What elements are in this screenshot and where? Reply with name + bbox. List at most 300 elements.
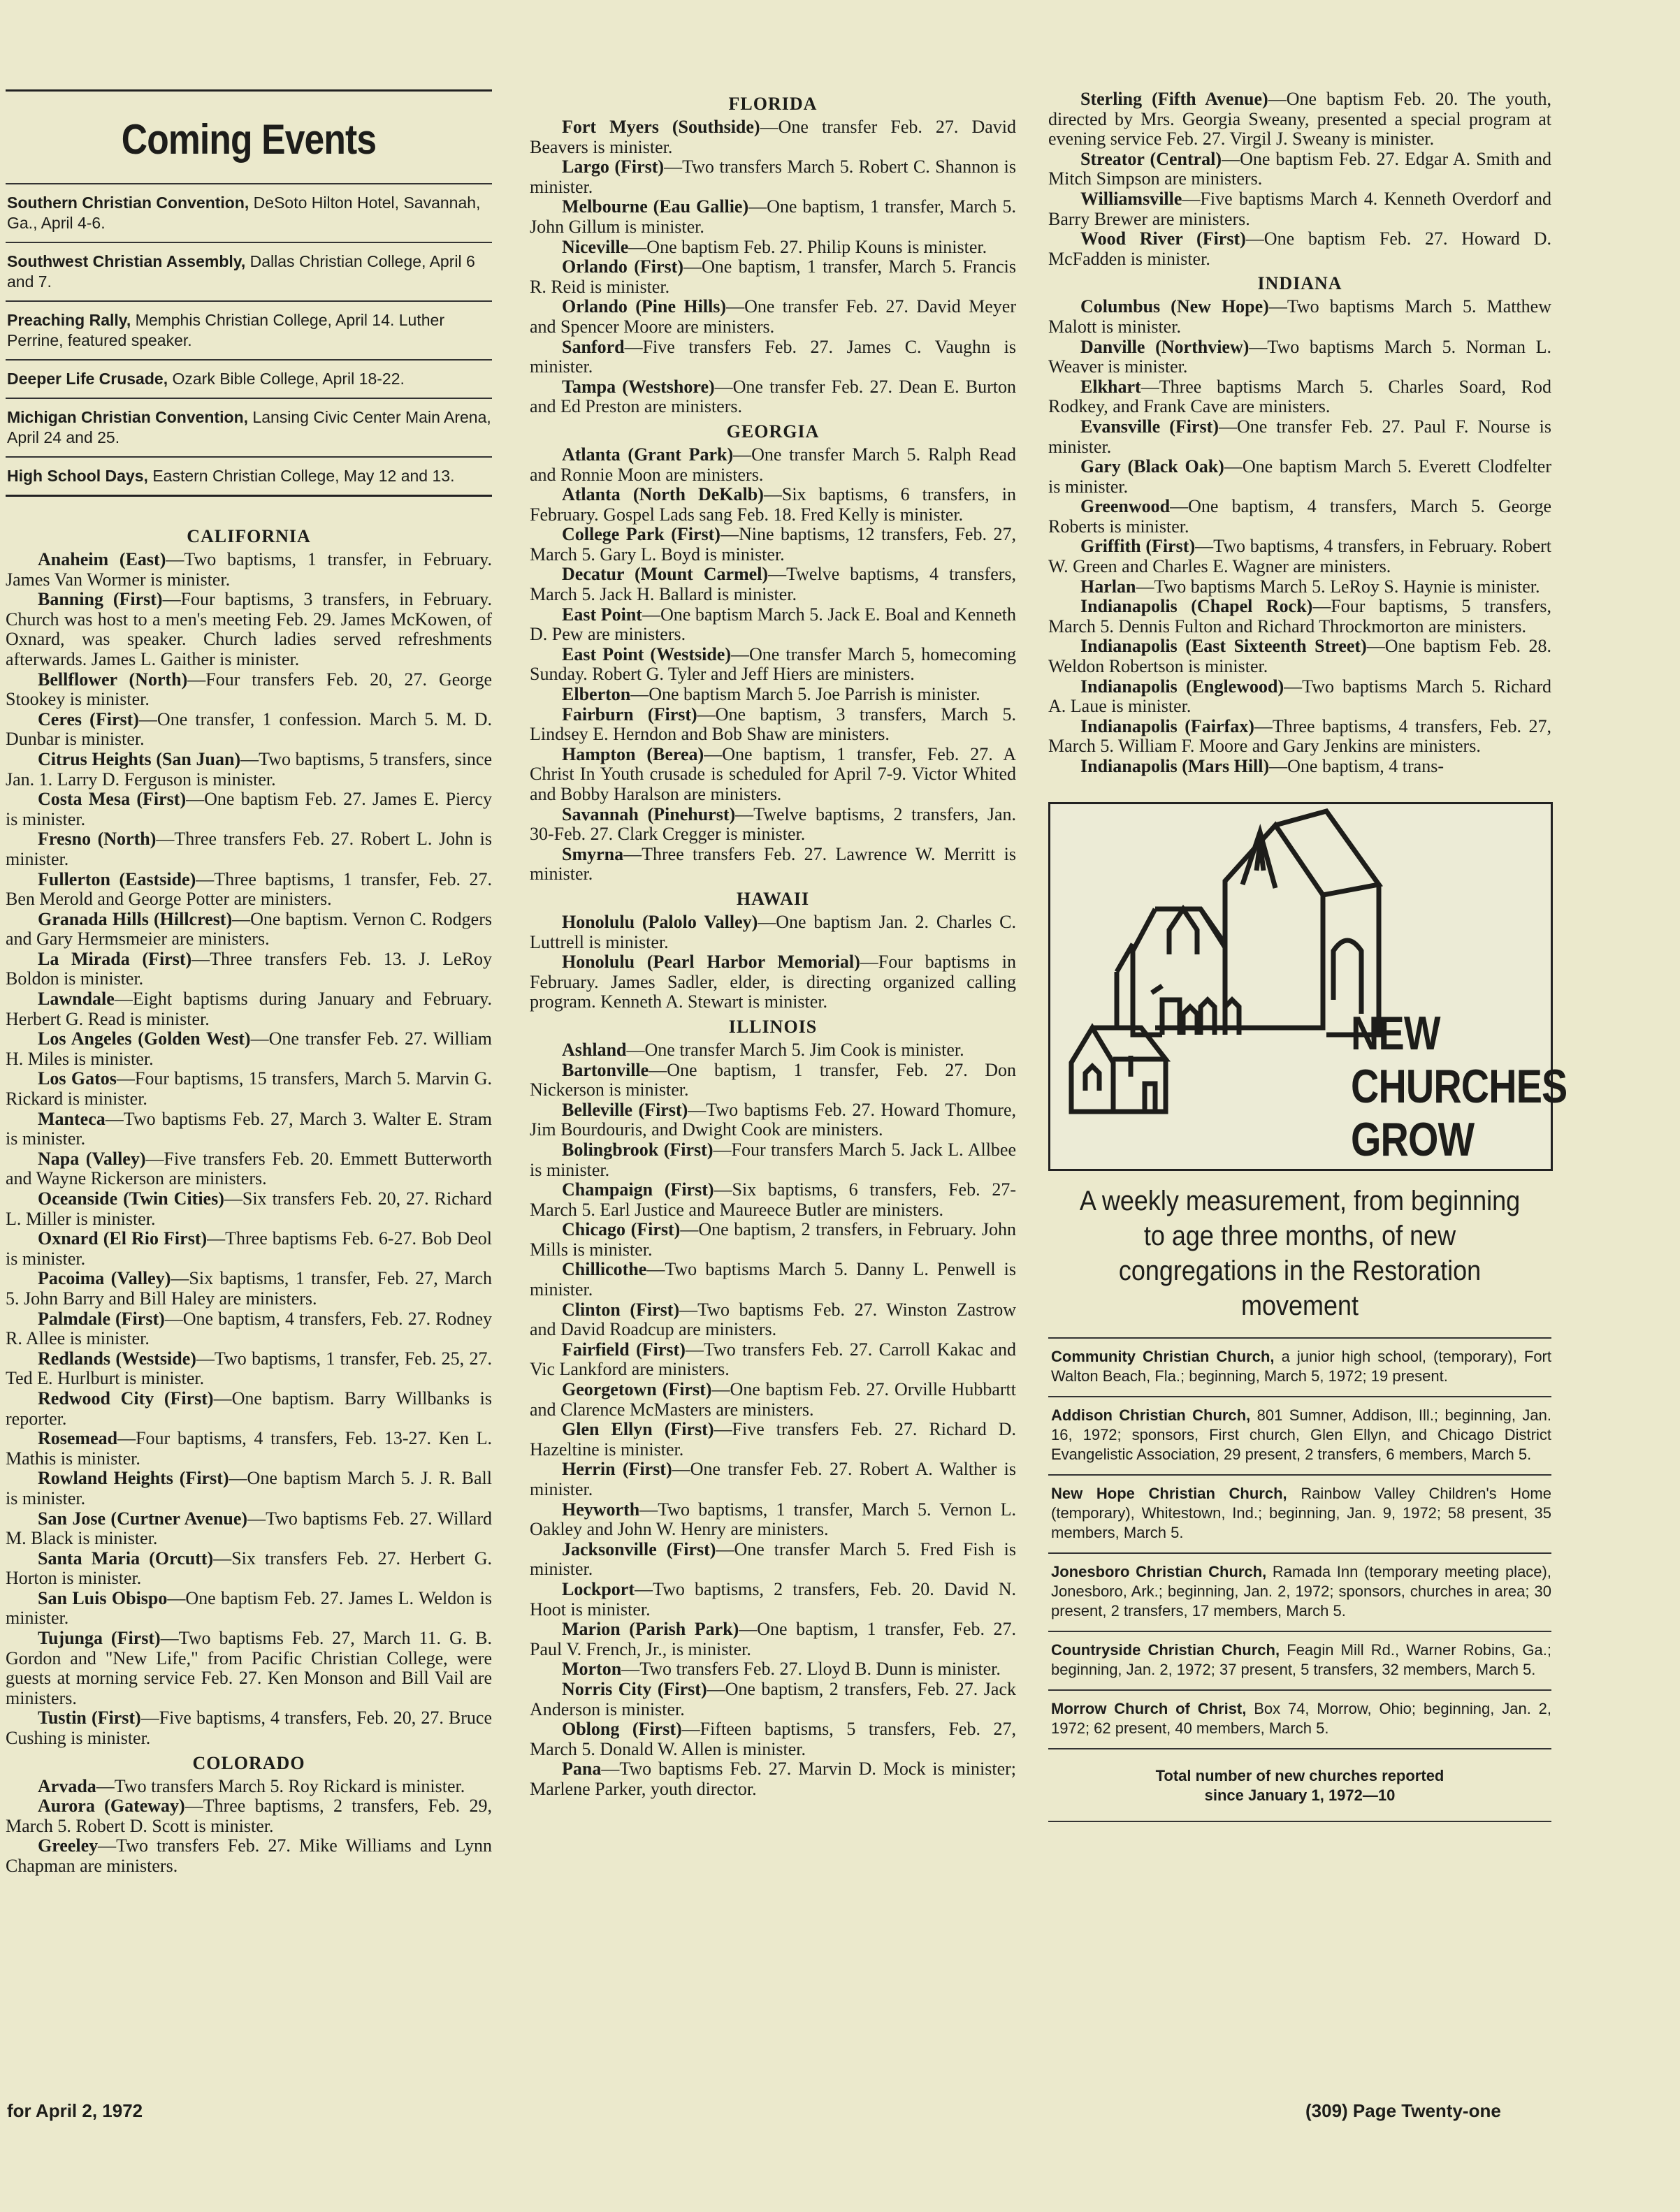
church-report-entry <box>530 377 1016 417</box>
church-report-text: —Four baptisms, 15 transfers, March 5. Marvin G. Rickard is minister. <box>6 1068 492 1109</box>
church-report-entry <box>530 1100 1016 1140</box>
logo-line-new: NEW <box>1351 1006 1440 1060</box>
church-report-entry <box>1048 189 1551 229</box>
church-report-text: —Two baptisms March 5. Richard A. Laue is minister. <box>1048 676 1551 717</box>
church-name: Bartonville <box>562 1059 649 1080</box>
church-report-text: —Two transfers March 5. Robert C. Shannon is minister. <box>530 157 1016 197</box>
new-churches-grow-logo <box>1048 802 1567 1171</box>
church-report-entry <box>1048 636 1551 676</box>
new-church-name: Countryside Christian Church, <box>1051 1640 1280 1659</box>
church-name: San Luis Obispo <box>38 1587 168 1608</box>
church-reports-left <box>6 526 492 1877</box>
church-name: Norris City (First) <box>562 1678 707 1699</box>
church-report-entry <box>1048 89 1551 150</box>
church-report-entry <box>6 710 492 750</box>
church-report-text: —One baptism, 2 transfers, Feb. 27. Jack Anderson is minister. <box>530 1678 1016 1719</box>
church-name: Aurora (Gateway) <box>38 1796 185 1817</box>
church-report-text: —One baptism Feb. 28. Weldon Robertson is minister. <box>1048 636 1551 677</box>
church-report-entry <box>530 1140 1016 1180</box>
church-report-entry <box>530 745 1016 805</box>
church-name: San Jose (Curtner Avenue) <box>38 1508 248 1529</box>
church-report-text: —Fifteen baptisms, 5 transfers, Feb. 27, March 5. Donald W. Allen is minister. <box>530 1719 1016 1759</box>
event-detail: Ozark Bible College, April 18-22. <box>172 370 405 388</box>
middle-column <box>530 89 1016 1800</box>
church-report-entry <box>530 1580 1016 1620</box>
right-column <box>1048 89 1567 1822</box>
church-report-text: —Four transfers March 5. Jack L. Allbee is minister. <box>530 1139 1016 1180</box>
church-report-text: —Five baptisms, 4 transfers, Feb. 20, 27. Bruce Cushing is minister. <box>6 1708 493 1749</box>
new-churches-tagline: A weekly measurement, from beginning to age three months, of new congregations in the Restoration movement <box>1079 1185 1521 1321</box>
coming-events-list <box>6 183 492 497</box>
event-detail: Lansing Civic Center Main Arena, April 24 and 25. <box>7 408 491 446</box>
church-report-entry <box>1048 717 1551 757</box>
church-report-text: —One transfer March 5. Jim Cook is minister. <box>626 1039 964 1060</box>
church-name: Manteca <box>38 1108 106 1129</box>
church-report-text: —One transfer, 1 confession. March 5. M. D. Dunbar is minister. <box>6 708 492 750</box>
church-name: Sanford <box>562 336 625 357</box>
church-report-entry <box>6 910 492 949</box>
church-name: Fairburn (First) <box>562 704 697 725</box>
church-report-text: —Two baptisms March 5. Matthew Malott is minister. <box>1048 296 1551 337</box>
church-report-entry <box>6 790 492 829</box>
coming-events-title: Coming Events <box>121 116 377 163</box>
church-report-entry <box>6 1469 492 1508</box>
church-report-entry <box>6 1836 492 1876</box>
church-name: Oblong (First) <box>562 1719 682 1740</box>
church-report-text: —Two baptisms, 4 transfers, in February. Robert W. Green and Charles E. Wagner are ministers. <box>1048 536 1551 577</box>
church-name: Pacoima (Valley) <box>38 1268 171 1289</box>
church-report-text: —One transfer Feb. 27. William H. Miles is minister. <box>6 1028 492 1069</box>
state-heading: CALIFORNIA <box>187 526 311 546</box>
church-report-text: —Three baptisms March 5. Charles Soard, Rod Rodkey, and Frank Cave are ministers. <box>1048 376 1551 417</box>
church-report-entry <box>6 1589 492 1629</box>
church-report-text: —One transfer Feb. 27. Dean E. Burton and Ed Preston are ministers. <box>530 376 1016 417</box>
church-report-text: —Twelve baptisms, 4 transfers, March 5. Jack H. Ballard is minister. <box>530 564 1017 605</box>
church-name: Ashland <box>562 1039 627 1060</box>
church-report-entry <box>530 565 1016 604</box>
church-report-text: —Two baptisms, 1 transfer, in February. James Van Wormer is minister. <box>6 549 492 590</box>
church-reports-middle <box>530 94 1016 1800</box>
church-report-text: —Two baptisms March 5. Danny L. Penwell is minister. <box>530 1259 1016 1300</box>
church-report-text: —Two baptisms, 1 transfer, March 5. Vernon L. Oakley and John W. Henry are ministers. <box>530 1499 1016 1540</box>
event-detail: Memphis Christian College, April 14. Luther Perrine, featured speaker. <box>7 311 444 349</box>
top-rule <box>6 89 492 92</box>
coming-event-item <box>6 300 492 359</box>
church-report-entry <box>530 1719 1016 1759</box>
church-name: Decatur (Mount Carmel) <box>562 564 769 585</box>
church-name: Belleville (First) <box>562 1099 688 1120</box>
church-report-entry <box>1048 537 1551 576</box>
church-name: Marion (Parish Park) <box>562 1619 739 1640</box>
church-name: Palmdale (First) <box>38 1308 165 1329</box>
church-name: Indianapolis (East Sixteenth Street) <box>1080 636 1367 657</box>
left-column <box>6 89 492 1877</box>
church-report-entry <box>6 550 492 590</box>
church-report-text: —Three baptisms, 4 transfers, Feb. 27, March 5. William F. Moore and Gary Jenkins are ministers. <box>1048 715 1551 757</box>
church-report-entry <box>530 1380 1016 1420</box>
church-report-entry <box>530 1260 1016 1300</box>
church-report-entry <box>6 670 492 710</box>
church-name: Fairfield (First) <box>562 1339 686 1360</box>
church-report-text: —Two baptisms Feb. 27, March 3. Walter E. Stram is minister. <box>6 1108 492 1149</box>
church-report-text: —One baptism Feb. 27. Philip Kouns is minister. <box>628 236 987 257</box>
new-church-details: Box 74, Morrow, Ohio; beginning, Jan. 2, 1972; 62 present, 40 members, March 5. <box>1051 1699 1551 1737</box>
church-report-entry <box>530 485 1016 525</box>
church-name: Redwood City (First) <box>38 1388 214 1409</box>
church-name: Indianapolis (Mars Hill) <box>1080 756 1270 776</box>
church-report-entry <box>530 337 1016 377</box>
church-name: Rosemead <box>38 1428 118 1449</box>
church-report-text: —Four baptisms in February. James Sadler, elder, is directing organized calling program. Kenneth A. Stewart is minister. <box>530 952 1016 1012</box>
church-report-entry <box>530 605 1016 645</box>
logo-line-grow: GROW <box>1351 1112 1475 1166</box>
church-report-entry <box>6 1796 492 1836</box>
church-name: Redlands (Westside) <box>38 1348 196 1369</box>
church-report-entry <box>6 1777 492 1797</box>
church-report-entry <box>6 750 492 790</box>
church-report-entry <box>6 1229 492 1269</box>
church-report-entry <box>1048 497 1551 537</box>
church-report-text: —One baptism, 1 transfer, Feb. 27. Don Nickerson is minister. <box>530 1059 1016 1100</box>
church-name: Harlan <box>1080 576 1136 597</box>
new-church-name: Morrow Church of Christ, <box>1051 1699 1247 1717</box>
new-church-details: 801 Sumner, Addison, Ill.; beginning, Jan. 16, 1972; sponsors, First church, Glen Ellyn, and Chicago District Evangelistic Association, 29 present, 2 transfers, 6 members, March 5. <box>1051 1406 1551 1463</box>
church-name: Largo (First) <box>562 157 665 177</box>
footer-date: for April 2, 1972 <box>7 2100 143 2121</box>
new-churches-list <box>1048 1337 1551 1748</box>
new-churches-total <box>1048 1748 1551 1822</box>
church-report-text: —Two baptisms Feb. 27. Howard Thomure, Jim Bourdouris, and Dwight Cook are ministers. <box>530 1099 1017 1140</box>
church-report-entry <box>6 1069 492 1109</box>
church-report-entry <box>530 1500 1016 1540</box>
church-report-text: —Nine baptisms, 12 transfers, Feb. 27, March 5. Gary L. Boyd is minister. <box>530 524 1016 565</box>
church-name: Wood River (First) <box>1080 228 1246 249</box>
church-report-text: —One transfer Feb. 27. Paul F. Nourse is minister. <box>1048 416 1551 457</box>
church-report-text: —Two baptisms Feb. 27. Winston Zastrow and David Roadcup are ministers. <box>530 1299 1016 1340</box>
church-report-entry <box>6 1349 492 1389</box>
state-heading: HAWAII <box>736 888 810 909</box>
church-name: Morton <box>562 1659 622 1680</box>
church-report-entry <box>6 949 492 989</box>
church-report-entry <box>6 1708 492 1748</box>
church-name: Santa Maria (Orcutt) <box>38 1548 214 1569</box>
church-name: Arvada <box>38 1775 96 1796</box>
church-report-text: —One baptism March 5. J. R. Ball is minister. <box>6 1468 492 1508</box>
church-name: Gary (Black Oak) <box>1080 456 1224 477</box>
church-report-entry <box>530 117 1016 157</box>
church-report-entry <box>6 1149 492 1189</box>
church-name: Tujunga (First) <box>38 1628 161 1649</box>
church-report-text: —One baptism Jan. 2. Charles C. Luttrell is minister. <box>530 911 1016 952</box>
church-report-entry <box>6 829 492 869</box>
church-report-text: —One baptism March 5. Joe Parrish is minister. <box>630 684 980 705</box>
church-name: Orlando (Pine Hills) <box>562 296 727 317</box>
church-name: Lockport <box>562 1578 635 1599</box>
church-name: Napa (Valley) <box>38 1148 146 1169</box>
church-report-text: —One transfer Feb. 27. David Meyer and Spencer Moore are ministers. <box>530 296 1017 337</box>
church-name: Anaheim (East) <box>38 549 166 569</box>
church-report-entry <box>530 685 1016 705</box>
church-name: Bolingbrook (First) <box>562 1139 714 1160</box>
new-church-item <box>1048 1474 1551 1552</box>
church-name: Evansville (First) <box>1080 416 1219 437</box>
church-report-text: —Four baptisms, 4 transfers, Feb. 13-27. Ken L. Mathis is minister. <box>6 1428 492 1469</box>
church-name: Georgetown (First) <box>562 1379 712 1400</box>
total-line-2: since January 1, 1972—10 <box>1204 1786 1396 1804</box>
church-report-text: —One baptism Feb. 27. James L. Weldon is minister. <box>6 1587 492 1629</box>
coming-event-item <box>6 183 492 242</box>
church-report-entry <box>530 912 1016 952</box>
event-detail: Eastern Christian College, May 12 and 13. <box>152 467 455 485</box>
state-heading: INDIANA <box>1257 273 1342 294</box>
church-report-text: —Two baptisms March 5. Norman L. Weaver is minister. <box>1048 336 1551 377</box>
church-name: Lawndale <box>38 989 115 1010</box>
church-report-entry <box>530 845 1016 885</box>
church-report-text: —One baptism, 1 transfer, Feb. 27. A Christ In Youth crusade is scheduled for April 7-9. Victor Whited and Bobby Haralson are ministers. <box>530 743 1016 804</box>
church-report-text: —One baptism Feb. 27. James E. Piercy is minister. <box>6 789 492 829</box>
church-report-entry <box>1048 757 1551 777</box>
church-report-text: —Three baptisms, 1 transfer, Feb. 27. Ben Merold and George Potter are ministers. <box>6 868 492 910</box>
church-name: Citrus Heights (San Juan) <box>38 748 241 769</box>
church-name: Indianapolis (Englewood) <box>1080 676 1284 697</box>
church-report-entry <box>1048 229 1551 269</box>
church-report-text: —Two transfers Feb. 27. Mike Williams and Lynn Chapman are ministers. <box>6 1835 492 1876</box>
new-church-details: a junior high school, (temporary), Fort Walton Beach, Fla.; beginning, March 5, 1972; 19 present. <box>1051 1347 1551 1385</box>
church-report-text: —Two baptisms, 1 transfer, Feb. 25, 27. Ted E. Hurlburt is minister. <box>6 1348 492 1389</box>
illinois-continued <box>1048 89 1551 269</box>
church-name: East Point (Westside) <box>562 643 731 664</box>
church-report-entry <box>6 1429 492 1469</box>
church-report-text: —One baptism, 4 transfers, Feb. 27. Rodney R. Allee is minister. <box>6 1308 492 1349</box>
church-name: Costa Mesa (First) <box>38 789 187 810</box>
church-name: Glen Ellyn (First) <box>562 1419 714 1440</box>
church-report-entry <box>6 1109 492 1149</box>
footer-page-number: (309) Page Twenty-one <box>1305 2100 1501 2121</box>
church-report-entry <box>1048 677 1551 717</box>
church-report-text: —Five transfers Feb. 27. Richard D. Hazeltine is minister. <box>530 1419 1017 1460</box>
church-report-text: —One transfer Feb. 27. Robert A. Walther is minister. <box>530 1459 1017 1499</box>
church-name: Honolulu (Pearl Harbor Memorial) <box>562 952 860 973</box>
church-report-text: —One baptism Feb. 27. Edgar A. Smith and Mitch Simpson are ministers. <box>1048 148 1551 189</box>
church-report-text: —One baptism Feb. 20. The youth, directed by Mrs. Georgia Sweany, presented a special program at evening service Feb. 27. Virgil J. Sweany is minister. <box>1048 89 1551 150</box>
church-report-text: —Six transfers Feb. 27. Herbert G. Horton is minister. <box>6 1548 492 1589</box>
coming-event-item <box>6 398 492 456</box>
church-report-entry <box>1048 577 1551 597</box>
church-name: Tustin (First) <box>38 1708 141 1729</box>
church-report-entry <box>530 805 1016 845</box>
event-name: Michigan Christian Convention, <box>7 408 249 426</box>
event-detail: DeSoto Hilton Hotel, Savannah, Ga., April 4-6. <box>7 194 481 232</box>
church-report-entry <box>530 1420 1016 1460</box>
new-church-details: Feagin Mill Rd., Warner Robins, Ga.; beginning, Jan. 2, 1972; 37 present, 5 transfers, 32 members, March 5. <box>1051 1640 1551 1678</box>
church-report-entry <box>6 1029 492 1069</box>
church-name: La Mirada (First) <box>38 948 192 969</box>
church-name: Heyworth <box>562 1499 640 1520</box>
church-report-text: —Four baptisms, 5 transfers, March 5. Dennis Fulton and Richard Throckmorton are ministers. <box>1048 596 1551 636</box>
church-report-entry <box>1048 337 1551 377</box>
church-name: Honolulu (Palolo Valley) <box>562 911 758 932</box>
church-report-entry <box>530 1460 1016 1499</box>
church-report-entry <box>530 257 1016 297</box>
church-report-text: —Three transfers Feb. 27. Lawrence W. Merritt is minister. <box>530 843 1016 885</box>
church-report-entry <box>1048 417 1551 457</box>
church-name: East Point <box>562 604 642 625</box>
church-report-entry <box>530 1040 1016 1061</box>
church-report-entry <box>6 590 492 669</box>
coming-event-item <box>6 359 492 398</box>
church-name: Melbourne (Eau Gallie) <box>562 196 749 217</box>
church-report-entry <box>530 197 1016 237</box>
church-report-entry <box>530 525 1016 565</box>
church-report-entry <box>6 989 492 1029</box>
church-report-text: —One baptism March 5. Everett Clodfelter is minister. <box>1048 456 1551 497</box>
event-name: High School Days, <box>7 467 148 485</box>
church-report-text: —Three transfers Feb. 13. J. LeRoy Boldon is minister. <box>6 948 492 989</box>
church-name: Niceville <box>562 236 629 257</box>
new-church-details: Ramada Inn (temporary meeting place), Jonesboro, Ark.; beginning, Jan. 2, 1972; sponsors, churches in area; 30 present, 2 transfers, 17 members, March 5. <box>1051 1562 1551 1620</box>
church-report-entry <box>530 1180 1016 1220</box>
new-churches-grow-text <box>1351 1007 1567 1166</box>
logo-line-churches: CHURCHES <box>1351 1059 1567 1113</box>
church-report-entry <box>530 1540 1016 1580</box>
event-name: Deeper Life Crusade, <box>7 370 168 388</box>
church-report-entry <box>6 1549 492 1589</box>
church-report-text: —One baptism, 4 trans- <box>1269 756 1444 776</box>
church-report-text: —One baptism Feb. 27. Howard D. McFadden is minister. <box>1048 228 1551 269</box>
church-report-text: —Five baptisms March 4. Kenneth Overdorf and Barry Brewer are ministers. <box>1048 188 1551 229</box>
church-report-text: —Two baptisms Feb. 27. Marvin D. Mock is minister; Marlene Parker, youth director. <box>530 1759 1016 1799</box>
church-name: Orlando (First) <box>562 256 683 277</box>
church-name: Streator (Central) <box>1080 148 1222 169</box>
church-report-entry <box>530 1759 1016 1799</box>
state-heading: COLORADO <box>192 1752 305 1773</box>
church-report-text: —Five transfers Feb. 27. James C. Vaughn is minister. <box>530 336 1016 377</box>
church-report-text: —One baptism, 2 transfers, in February. John Mills is minister. <box>530 1219 1016 1260</box>
church-name: Sterling (Fifth Avenue) <box>1080 89 1268 109</box>
church-report-entry <box>6 1189 492 1229</box>
church-name: Elkhart <box>1080 376 1141 397</box>
church-report-text: —Four transfers Feb. 20, 27. George Stookey is minister. <box>6 669 492 710</box>
coming-event-item <box>6 242 492 300</box>
church-name: Chillicothe <box>562 1259 647 1280</box>
church-report-entry <box>1048 597 1551 636</box>
church-name: Bellflower (North) <box>38 669 188 690</box>
church-name: Oceanside (Twin Cities) <box>38 1188 224 1209</box>
church-report-text: —One baptism, 1 transfer, Feb. 27. Paul V. French, Jr., is minister. <box>530 1619 1016 1659</box>
church-name: Indianapolis (Chapel Rock) <box>1080 596 1313 617</box>
church-name: Tampa (Westshore) <box>562 376 715 397</box>
church-name: Jacksonville (First) <box>562 1538 716 1559</box>
church-name: Oxnard (El Rio First) <box>38 1228 208 1249</box>
church-report-text: —One transfer March 5, homecoming Sunday. Robert G. Tyler and Jeff Hiers are ministers. <box>530 643 1016 685</box>
church-report-text: —Two baptisms, 5 transfers, since Jan. 1. Larry D. Ferguson is minister. <box>6 748 493 790</box>
church-report-text: —One baptism, 4 transfers, March 5. George Roberts is minister. <box>1048 496 1551 537</box>
church-name: Pana <box>562 1759 602 1780</box>
church-report-text: —Three baptisms, 2 transfers, Feb. 29, March 5. Robert D. Scott is minister. <box>6 1796 492 1836</box>
church-name: Ceres (First) <box>38 708 139 729</box>
new-church-item <box>1048 1396 1551 1474</box>
church-name: Clinton (First) <box>562 1299 680 1320</box>
church-name: Herrin (First) <box>562 1459 672 1480</box>
church-report-text: —Twelve baptisms, 2 transfers, Jan. 30-Feb. 27. Clark Cregger is minister. <box>530 803 1016 845</box>
church-report-entry <box>530 1220 1016 1260</box>
church-name: Indianapolis (Fairfax) <box>1080 715 1254 736</box>
church-report-entry <box>6 1309 492 1349</box>
church-name: Rowland Heights (First) <box>38 1468 229 1489</box>
new-church-item <box>1048 1552 1551 1631</box>
church-report-text: —Six transfers Feb. 20, 27. Richard L. Miller is minister. <box>6 1188 492 1229</box>
event-detail: Dallas Christian College, April 6 and 7. <box>7 252 475 291</box>
church-report-text: —One baptism March 5. Jack E. Boal and Kenneth D. Pew are ministers. <box>530 604 1016 645</box>
church-report-entry <box>530 1340 1016 1380</box>
church-report-entry <box>530 157 1016 197</box>
church-report-text: —One baptism, 1 transfer, March 5. Francis R. Reid is minister. <box>530 256 1016 297</box>
church-report-text: —Two baptisms Feb. 27, March 11. G. B. Gordon and "New Life," from Pacific Christian College, were guests at morning service Feb. 27. Ken Monson and Bill Vail are ministers. <box>6 1628 492 1708</box>
church-name: Chicago (First) <box>562 1219 681 1240</box>
church-report-text: —Two transfers Feb. 27. Carroll Kakac and Vic Lankford are ministers. <box>530 1339 1016 1380</box>
church-report-entry <box>530 1300 1016 1340</box>
church-name: College Park (First) <box>562 524 720 545</box>
event-name: Southern Christian Convention, <box>7 194 249 212</box>
church-name: Los Angeles (Golden West) <box>38 1028 251 1049</box>
event-name: Preaching Rally, <box>7 311 131 329</box>
church-name: Fullerton (Eastside) <box>38 868 196 889</box>
event-name: Southwest Christian Assembly, <box>7 252 246 270</box>
church-report-text: —Two baptisms Feb. 27. Willard M. Black is minister. <box>6 1508 492 1549</box>
church-report-text: —One transfer March 5. Fred Fish is minister. <box>530 1538 1017 1580</box>
church-report-entry <box>530 1659 1016 1680</box>
church-name: Banning (First) <box>38 589 163 610</box>
church-report-text: —Six baptisms, 6 transfers, in February. Gospel Lads sang Feb. 18. Fred Kelly is minister. <box>530 484 1016 525</box>
state-heading: GEORGIA <box>726 421 820 442</box>
church-name: Elberton <box>562 684 631 705</box>
church-reports-right <box>1048 273 1551 776</box>
church-report-text: —One baptism Feb. 27. Orville Hubbartt and Clarence McMasters are ministers. <box>530 1379 1016 1420</box>
new-church-name: New Hope Christian Church, <box>1051 1484 1287 1502</box>
coming-event-item <box>6 456 492 497</box>
church-report-entry <box>6 1509 492 1549</box>
church-name: Hampton (Berea) <box>562 743 704 764</box>
church-report-text: —Two baptisms March 5. LeRoy S. Haynie is minister. <box>1136 576 1540 597</box>
church-report-entry <box>530 238 1016 258</box>
church-report-entry <box>530 1680 1016 1719</box>
church-name: Williamsville <box>1080 188 1182 209</box>
state-heading: FLORIDA <box>728 94 818 114</box>
church-report-entry <box>6 1629 492 1708</box>
church-name: Griffith (First) <box>1080 536 1196 557</box>
church-report-entry <box>6 1389 492 1429</box>
church-name: Los Gatos <box>38 1068 117 1089</box>
church-report-entry <box>530 952 1016 1012</box>
church-name: Fort Myers (Southside) <box>562 117 760 137</box>
church-report-text: —Four baptisms, 3 transfers, in February. Church was host to a men's meeting Feb. 29. James McKowen, of Oxnard, was speaker. Church ladies served refreshments afterwards. James L. Gaither is minister. <box>6 589 492 669</box>
new-church-item <box>1048 1689 1551 1748</box>
church-report-text: —Two baptisms, 2 transfers, Feb. 20. David N. Hoot is minister. <box>530 1578 1016 1620</box>
new-church-name: Jonesboro Christian Church, <box>1051 1562 1267 1580</box>
church-report-entry <box>530 705 1016 745</box>
church-report-text: —One baptism, 1 transfer, March 5. John Gillum is minister. <box>530 196 1016 237</box>
new-church-name: Community Christian Church, <box>1051 1347 1275 1365</box>
new-church-item <box>1048 1631 1551 1689</box>
church-report-text: —One transfer Feb. 27. David Beavers is minister. <box>530 117 1016 157</box>
church-report-text: —One baptism. Barry Willbanks is reporter. <box>6 1388 492 1429</box>
church-report-entry <box>530 1620 1016 1659</box>
church-name: Greenwood <box>1080 496 1171 517</box>
church-report-text: —Two transfers Feb. 27. Lloyd B. Dunn is minister. <box>621 1659 1001 1680</box>
church-report-text: —Eight baptisms during January and February. Herbert G. Read is minister. <box>6 989 492 1029</box>
church-report-text: —One baptism, 3 transfers, March 5. Lindsey E. Herndon and Bob Shaw are ministers. <box>530 704 1016 745</box>
church-report-text: —Five transfers Feb. 20. Emmett Butterworth and Wayne Rickerson are ministers. <box>6 1148 492 1189</box>
